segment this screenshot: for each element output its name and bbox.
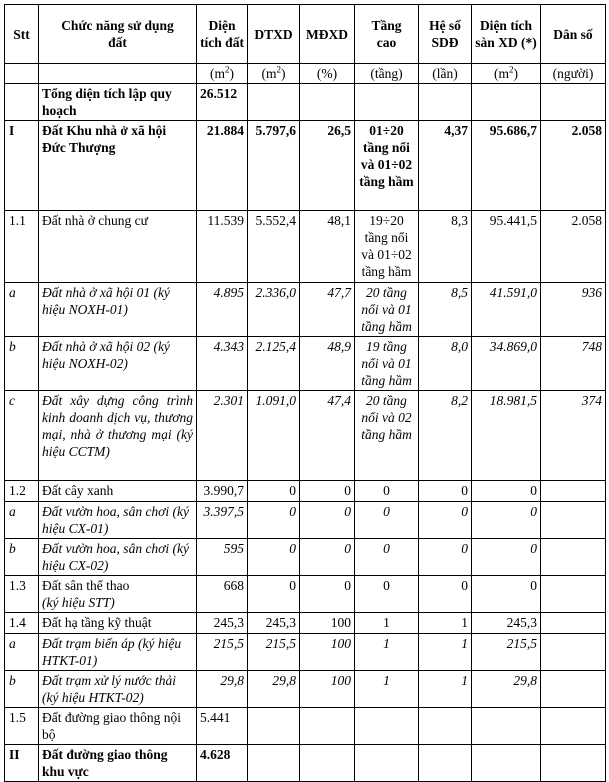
cell-name: Đất vườn hoa, sân chơi (ký hiệu CX-02) [39,539,197,576]
cell-floors [355,745,419,782]
cell-pop [541,502,606,539]
cell-name: Đất nhà ở chung cư [39,211,197,283]
cell-mdxd [300,745,355,782]
cell-dtxd: 1.091,0 [248,391,300,481]
cell-pop [541,613,606,634]
cell-dtxd: 5.552,4 [248,211,300,283]
cell-floor-area: 41.591,0 [472,283,541,337]
cell-floors: 0 [355,481,419,502]
cell-dtxd [248,745,300,782]
cell-area: 3.990,7 [197,481,248,502]
cell-pop: 2.058 [541,121,606,211]
cell-name: Đất trạm biến áp (ký hiệu HTKT-01) [39,634,197,671]
unit-text: ) [229,66,234,81]
header-dien-tich-dat-text: Diện tích đất [200,18,244,50]
cell-dtxd: 215,5 [248,634,300,671]
cell-floor-area: 18.981,5 [472,391,541,481]
cell-pop: 374 [541,391,606,481]
cell-pop: 936 [541,283,606,337]
cell-mdxd: 48,1 [300,211,355,283]
cell-floors: 1 [355,634,419,671]
cell-area: 595 [197,539,248,576]
cell-name: Đất hạ tầng kỹ thuật [39,613,197,634]
cell-name-main: Đất sân thể thao [42,578,130,593]
cell-hsd: 8,3 [419,211,472,283]
cell-mdxd: 0 [300,576,355,613]
table-row [5,337,606,391]
cell-mdxd: 0 [300,539,355,576]
unit-sup: 2 [276,64,281,75]
cell-mdxd: 47,4 [300,391,355,481]
land-use-table [4,4,606,782]
table-row [5,539,606,576]
cell-pop [541,634,606,671]
cell-mdxd: 100 [300,613,355,634]
cell-dtxd: 245,3 [248,613,300,634]
cell-floors: 1 [355,613,419,634]
cell-name: Đất nhà ở xã hội 02 (ký hiệu NOXH-02) [39,337,197,391]
header-dien-tich-dat [197,5,248,64]
unit-text: ) [281,66,286,81]
unit-tang-cao: (tầng) [355,64,419,84]
table-row [5,708,606,745]
cell-mdxd: 0 [300,481,355,502]
cell-name: Đất nhà ở xã hội 01 (ký hiệu NOXH-01) [39,283,197,337]
unit-dien-tich-dat [197,64,248,84]
table-row [5,481,606,502]
cell-floors: 20 tầng nổi và 01 tầng hầm [355,283,419,337]
cell-name-code: (ký hiệu STT) [42,595,115,610]
unit-row [5,64,606,84]
cell-floors: 0 [355,576,419,613]
cell-stt [5,84,39,121]
cell-name: Đất Khu nhà ở xã hội Đức Thượng [39,121,197,211]
header-dan-so: Dân số [541,5,606,64]
cell-stt: 1.1 [5,211,39,283]
cell-pop [541,539,606,576]
cell-stt: 1.2 [5,481,39,502]
cell-floors: 19÷20 tầng nổi và 01÷02 tầng hầm [355,211,419,283]
unit-sup: 2 [225,64,230,75]
header-row [5,5,606,64]
cell-hsd: 1 [419,671,472,708]
cell-stt: a [5,502,39,539]
cell-area: 245,3 [197,613,248,634]
cell-floors: 19 tầng nổi và 01 tầng hầm [355,337,419,391]
cell-mdxd: 47,7 [300,283,355,337]
cell-dtxd: 29,8 [248,671,300,708]
cell-floor-area: 0 [472,576,541,613]
cell-floors: 0 [355,539,419,576]
cell-floor-area: 34.869,0 [472,337,541,391]
table-row [5,121,606,211]
cell-area: 11.539 [197,211,248,283]
header-tang-cao-text: Tầng cao [371,18,402,50]
cell-stt: 1.3 [5,576,39,613]
cell-pop: 2.058 [541,211,606,283]
cell-dtxd [248,84,300,121]
cell-floor-area: 0 [472,502,541,539]
cell-hsd: 8,5 [419,283,472,337]
unit-text: ) [513,66,518,81]
header-chuc-nang-text: Chức năng sử dụng đất [61,18,174,50]
cell-area: 3.397,5 [197,502,248,539]
table-row [5,576,606,613]
cell-name: Đất xây dựng công trình kinh doanh dịch vụ, thương mại, nhà ở thương mại (ký hiệu CCTM) [39,391,197,481]
header-tang-cao [355,5,419,64]
cell-floor-area: 95.441,5 [472,211,541,283]
cell-pop [541,708,606,745]
cell-floor-area [472,708,541,745]
cell-dtxd: 0 [248,539,300,576]
cell-floor-area: 95.686,7 [472,121,541,211]
table-row [5,745,606,782]
cell-area: 668 [197,576,248,613]
cell-floor-area: 245,3 [472,613,541,634]
cell-mdxd: 0 [300,502,355,539]
unit-dan-so: (người) [541,64,606,84]
cell-hsd [419,745,472,782]
table-row [5,502,606,539]
cell-floor-area: 215,5 [472,634,541,671]
cell-pop [541,84,606,121]
table-row [5,613,606,634]
unit-dtxd [248,64,300,84]
cell-hsd: 0 [419,576,472,613]
cell-hsd: 0 [419,481,472,502]
cell-hsd: 0 [419,539,472,576]
cell-hsd: 8,2 [419,391,472,481]
header-he-so [419,5,472,64]
table-row [5,211,606,283]
unit-stt [5,64,39,84]
cell-pop: 748 [541,337,606,391]
header-dtxd: DTXD [248,5,300,64]
cell-pop [541,671,606,708]
cell-name: Đất trạm xử lý nước thải (ký hiệu HTKT-02) [39,671,197,708]
table-row [5,671,606,708]
cell-dtxd: 5.797,6 [248,121,300,211]
cell-stt: c [5,391,39,481]
unit-text: (m [210,66,225,81]
cell-name: Đất đường giao thông khu vực [39,745,197,782]
cell-stt: a [5,283,39,337]
cell-stt: II [5,745,39,782]
cell-mdxd: 100 [300,671,355,708]
table-row [5,391,606,481]
cell-stt: a [5,634,39,671]
cell-hsd [419,708,472,745]
unit-text: (m [261,66,277,81]
cell-floors [355,84,419,121]
cell-name: Đất cây xanh [39,481,197,502]
cell-name: Đất đường giao thông nội bộ [39,708,197,745]
cell-dtxd [248,708,300,745]
unit-dien-tich-san [472,64,541,84]
cell-stt: 1.4 [5,613,39,634]
header-stt: Stt [5,5,39,64]
cell-stt: b [5,337,39,391]
cell-pop [541,576,606,613]
cell-area: 5.441 [197,708,248,745]
cell-stt: b [5,671,39,708]
cell-name: Đất vườn hoa, sân chơi (ký hiệu CX-01) [39,502,197,539]
header-dien-tich-san-text: Diện tích sàn XD (*) [475,18,537,50]
table-row [5,283,606,337]
land-use-table-container [4,4,606,782]
cell-stt: I [5,121,39,211]
cell-floor-area: 0 [472,481,541,502]
cell-floor-area: 0 [472,539,541,576]
cell-area: 2.301 [197,391,248,481]
cell-floor-area [472,84,541,121]
cell-dtxd: 2.336,0 [248,283,300,337]
cell-area: 4.895 [197,283,248,337]
cell-floors: 20 tầng nổi và 02 tầng hầm [355,391,419,481]
cell-area: 215,5 [197,634,248,671]
unit-text: (m [494,66,509,81]
unit-chuc-nang [39,64,197,84]
cell-floors [355,708,419,745]
cell-stt: 1.5 [5,708,39,745]
table-row [5,84,606,121]
cell-floors: 01÷20 tầng nổi và 01÷02 tầng hầm [355,121,419,211]
cell-hsd: 1 [419,613,472,634]
cell-mdxd: 48,9 [300,337,355,391]
header-mdxd: MĐXD [300,5,355,64]
cell-hsd: 0 [419,502,472,539]
cell-dtxd: 0 [248,502,300,539]
cell-mdxd [300,84,355,121]
unit-mdxd: (%) [300,64,355,84]
cell-area: 26.512 [197,84,248,121]
cell-area: 29,8 [197,671,248,708]
header-dien-tich-san [472,5,541,64]
cell-floor-area [472,745,541,782]
cell-floors: 0 [355,502,419,539]
cell-mdxd [300,708,355,745]
cell-area: 4.628 [197,745,248,782]
cell-pop [541,745,606,782]
cell-floors: 1 [355,671,419,708]
cell-name [39,576,197,613]
cell-mdxd: 100 [300,634,355,671]
cell-pop [541,481,606,502]
cell-hsd [419,84,472,121]
cell-dtxd: 0 [248,481,300,502]
cell-dtxd: 0 [248,576,300,613]
cell-name: Tổng diện tích lập quy hoạch [39,84,197,121]
cell-hsd: 8,0 [419,337,472,391]
table-row [5,634,606,671]
cell-mdxd: 26,5 [300,121,355,211]
cell-hsd: 4,37 [419,121,472,211]
header-chuc-nang [39,5,197,64]
cell-hsd: 1 [419,634,472,671]
header-he-so-text: Hệ số SDĐ [429,18,461,50]
cell-dtxd: 2.125,4 [248,337,300,391]
unit-sup: 2 [509,64,514,75]
cell-stt: b [5,539,39,576]
cell-area: 21.884 [197,121,248,211]
cell-area: 4.343 [197,337,248,391]
cell-floor-area: 29,8 [472,671,541,708]
unit-he-so: (lần) [419,64,472,84]
